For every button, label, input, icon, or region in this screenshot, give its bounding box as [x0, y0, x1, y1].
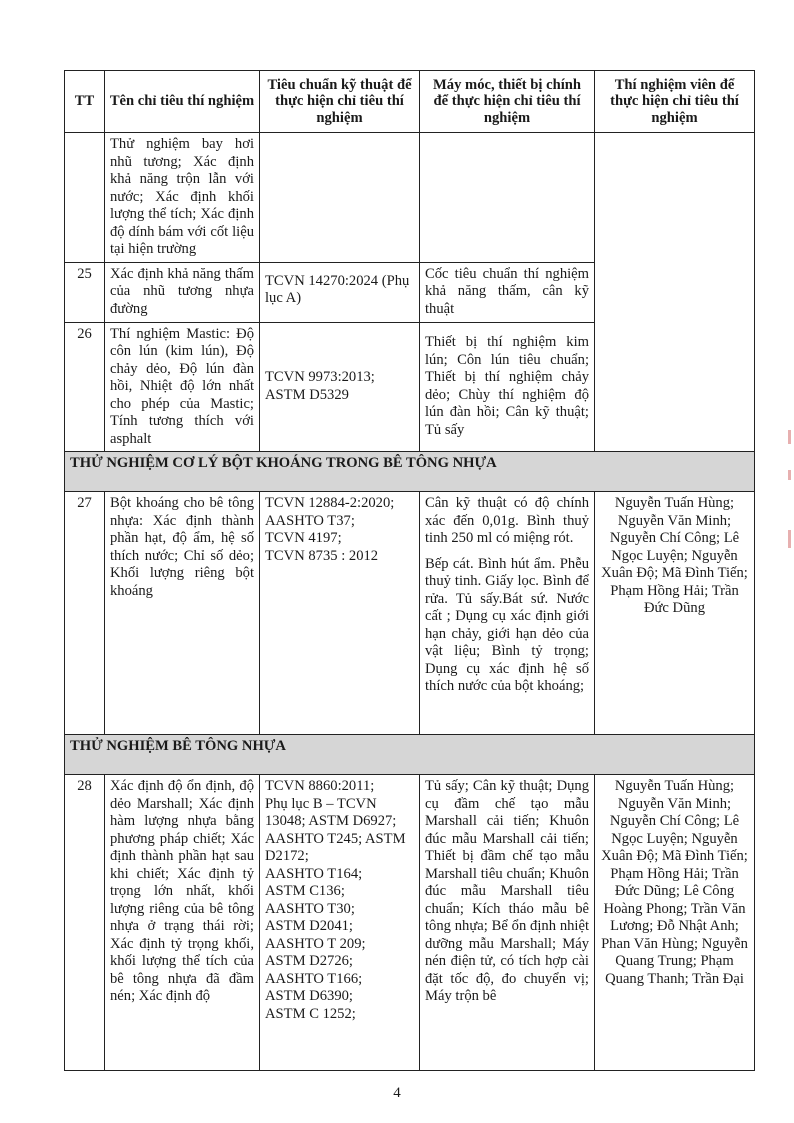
margin-mark: [788, 470, 791, 480]
row-name-cell: Bột khoáng cho bê tông nhựa: Xác định thành phần hạt, độ ẩm, hệ số thích nước; Chỉ số dẻo; Khối lượng riêng bột khoáng: [105, 492, 260, 735]
header-equipment: Máy móc, thiết bị chính để thực hiện chỉ tiêu thí nghiệm: [420, 71, 595, 133]
table-row: [65, 492, 755, 735]
row-tt-cell: 25: [65, 262, 105, 322]
table-header-row: [65, 71, 755, 133]
standard-line: TCVN 8860:2011;: [265, 778, 375, 794]
row-equipment-cell: Tủ sấy; Cân kỹ thuật; Dụng cụ đầm chế tạo mẫu Marshall cải tiến; Khuôn đúc mẫu Marshall cải tiến; Thiết bị đầm chế tạo mẫu Marshall tiêu chuẩn; Khuôn đúc mẫu Marshall tiêu chuẩn; Kích tháo mẫu bê tông nhựa; Bể ổn định nhiệt dưỡng mẫu Marshall; Máy nén điện tử, có tích hợp cài đặt tốc độ, đo chuyển vị; Máy trộn bê: [420, 775, 595, 1071]
equipment-paragraph: Cân kỹ thuật có độ chính xác đến 0,01g. Bình thuỷ tinh 250 ml có miệng rót.: [425, 495, 589, 546]
section-header-row: [65, 735, 755, 775]
row-name-cell: Thí nghiệm Mastic: Độ côn lún (kim lún), Độ chảy dẻo, Độ lún đàn hồi, Nhiệt độ lớn nhất cho phép của Mastic; Tính tương thích với asphalt: [105, 322, 260, 452]
standard-line: TCVN 8735 : 2012: [265, 547, 379, 564]
standard-line: Phụ lục B – TCVN 13048; ASTM D6927; AASHTO T245; ASTM D2172;: [265, 795, 406, 864]
row-standard-cell: [260, 492, 420, 735]
equipment-paragraph: Bếp cát. Bình hút ẩm. Phễu thuỷ tinh. Giấy lọc. Bình để rửa. Tủ sấy.Bát sứ. Nước cất ; Dụng cụ xác định giới hạn chảy, giới hạn dẻo của vật liệu; Bình tỷ trọng; Dụng cụ xác định hệ số thích nước của bột khoáng;: [425, 555, 589, 694]
margin-mark: [788, 530, 791, 548]
section-title: THỬ NGHIỆM CƠ LÝ BỘT KHOÁNG TRONG BÊ TÔNG NHỰA: [65, 452, 755, 492]
test-criteria-table: [64, 70, 755, 1071]
row-name-cell: Thử nghiệm bay hơi nhũ tương; Xác định khả năng trộn lẫn với nước; Xác định khối lượng thể tích; Xác định độ dính bám với cốt liệu tại hiện trường: [105, 133, 260, 263]
section-header-row: [65, 452, 755, 492]
standard-line: AASHTO T37;: [265, 512, 355, 529]
standard-line: ASTM C 1252;: [265, 1005, 356, 1022]
row-equipment-cell: Thiết bị thí nghiệm kim lún; Côn lún tiêu chuẩn; Thiết bị thí nghiệm chảy dẻo; Chùy thí nghiệm độ lún đàn hồi; Cân kỹ thuật; Tủ sấy: [420, 322, 595, 452]
row-tt-cell: [65, 133, 105, 263]
margin-mark: [788, 430, 791, 444]
standard-line: ASTM D2041;: [265, 918, 353, 934]
table-row: [65, 133, 755, 263]
row-staff-cell: [595, 133, 755, 452]
row-standard-cell: [260, 133, 420, 263]
table-row: [65, 775, 755, 1071]
row-tt-cell: 27: [65, 492, 105, 735]
standard-line: TCVN 12884-2:2020;: [265, 495, 395, 511]
row-name-cell: Xác định khả năng thấm của nhũ tương nhựa đường: [105, 262, 260, 322]
row-staff-cell: Nguyễn Tuấn Hùng; Nguyễn Văn Minh; Nguyễn Chí Công; Lê Ngọc Luyện; Nguyễn Xuân Độ; Mã Đình Tiến; Phạm Hồng Hải; Trần Đức Dũng; Lê Công Hoàng Phong; Trần Văn Lương; Đỗ Nhật Anh; Phan Văn Hùng; Nguyễn Quang Trung; Phạm Quang Thanh; Trần Đại: [595, 775, 755, 1071]
paragraph-gap: [425, 548, 589, 556]
page-number: 4: [393, 1085, 401, 1101]
row-name-cell: Xác định độ ổn định, độ dẻo Marshall; Xác định hàm lượng nhựa bằng phương pháp chiết; Xác định thành phần hạt sau khi chiết; Xác định tỷ trọng lớn nhất, khối lượng riêng của bê tông nhựa ở trạng thái rời; Xác định tỷ trọng khối, khối lượng thể tích của bê tông nhựa đã đầm nén; Xác định độ: [105, 775, 260, 1071]
row-staff-cell: Nguyễn Tuấn Hùng; Nguyễn Văn Minh; Nguyễn Chí Công; Lê Ngọc Luyện; Nguyễn Xuân Độ; Mã Đình Tiến; Phạm Hồng Hải; Trần Đức Dũng: [595, 492, 755, 735]
standard-line: AASHTO T 209;: [265, 935, 366, 952]
standard-line: AASHTO T30;: [265, 900, 355, 917]
standard-line: ASTM D6390;: [265, 988, 353, 1004]
standard-line: AASHTO T166;: [265, 970, 363, 987]
header-tt: TT: [65, 71, 105, 133]
standard-line: ASTM D2726;: [265, 953, 353, 969]
row-equipment-cell: [420, 492, 595, 735]
row-tt-cell: 28: [65, 775, 105, 1071]
row-equipment-cell: [420, 133, 595, 263]
header-standard: Tiêu chuẩn kỹ thuật để thực hiện chỉ tiêu thí nghiệm: [260, 71, 420, 133]
header-name: Tên chỉ tiêu thí nghiệm: [105, 71, 260, 133]
header-staff: Thí nghiệm viên để thực hiện chỉ tiêu thí nghiệm: [595, 71, 755, 133]
standard-line: TCVN 4197;: [265, 530, 342, 546]
row-standard-cell: TCVN 14270:2024 (Phụ lục A): [260, 262, 420, 322]
row-tt-cell: 26: [65, 322, 105, 452]
row-standard-cell: TCVN 9973:2013; ASTM D5329: [260, 322, 420, 452]
row-standard-cell: [260, 775, 420, 1071]
row-equipment-cell: Cốc tiêu chuẩn thí nghiệm khả năng thấm, cân kỹ thuật: [420, 262, 595, 322]
section-title: THỬ NGHIỆM BÊ TÔNG NHỰA: [65, 735, 755, 775]
standard-line: ASTM C136;: [265, 883, 345, 899]
standard-line: AASHTO T164;: [265, 865, 363, 882]
